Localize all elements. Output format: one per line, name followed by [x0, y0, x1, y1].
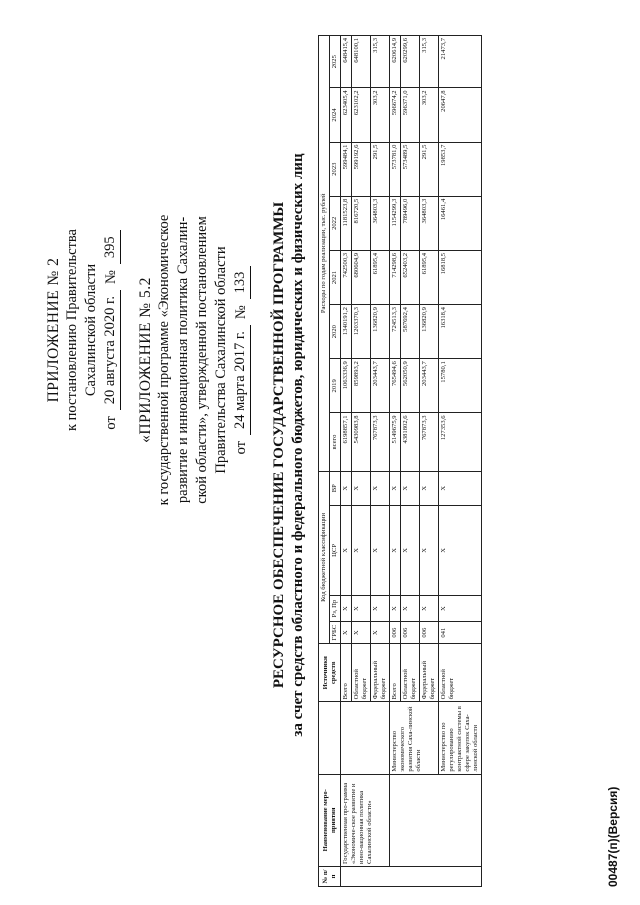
cell-2023: 291,5	[420, 142, 439, 196]
cell-2020: 1340191,2	[341, 305, 352, 359]
cell-kbk-vr: Х	[401, 471, 420, 505]
cell-kbk-csr: Х	[420, 505, 439, 595]
cell-2019: 15780,1	[439, 359, 482, 413]
cell-2022: 1181523,8	[341, 196, 352, 250]
header-year-2020: 2020	[330, 305, 341, 359]
cell-2024: 20647,8	[439, 88, 482, 142]
annex-line-2: развитие и инновационная политика Сахалин-	[175, 216, 191, 504]
cell-2021: 714298,6	[390, 250, 401, 304]
cell-kbk-grbs: Х	[352, 622, 371, 644]
header-year-2025: 2025	[330, 36, 341, 88]
document-title	[270, 125, 308, 765]
header-kbk-rzpr: Рз, Пр	[330, 596, 341, 622]
cell-source: Всего	[341, 644, 352, 702]
table-body	[341, 36, 482, 887]
cell-2022: 1154299,3	[390, 196, 401, 250]
header-kbk-csr: ЦСР	[330, 505, 341, 595]
header-year-2022: 2022	[330, 196, 341, 250]
cell-2020: 136820,9	[371, 305, 390, 359]
cell-source: Федеральный бюджет	[420, 644, 439, 702]
approval-date-line	[101, 150, 121, 510]
cell-2021: 652403,2	[401, 250, 420, 304]
header-year-2023: 2023	[330, 142, 341, 196]
approval-block	[44, 150, 121, 510]
header-year-2024: 2024	[330, 88, 341, 142]
cell-kbk-vr: Х	[352, 471, 371, 505]
cell-kbk-grbs: Х	[341, 622, 352, 644]
table-header	[319, 36, 341, 887]
header-kbk-vr: ВР	[330, 471, 341, 505]
cell-2025: 21473,7	[439, 36, 482, 88]
cell-kbk-rzpr: Х	[420, 596, 439, 622]
cell-2020: 724513,3	[390, 305, 401, 359]
approval-line-2: Сахалинской области	[83, 263, 99, 397]
annex-number-label: №	[233, 305, 249, 320]
annex-date: 24 марта 2017 г.	[231, 325, 251, 435]
cell-2025: 620299,6	[401, 36, 420, 88]
cell-total: 5430983,8	[352, 413, 371, 471]
header-expenses-group: Расходы по годам реализации, тыс. рублей	[319, 36, 330, 472]
cell-kbk-grbs: 006	[390, 622, 401, 644]
cell-2022: 816720,5	[352, 196, 371, 250]
header-num: № п/п	[319, 866, 341, 886]
cell-2020: 136820,9	[420, 305, 439, 359]
cell-total: 767873,3	[371, 413, 390, 471]
header-year-2021: 2021	[330, 250, 341, 304]
cell-2025: 620614,9	[390, 36, 401, 88]
cell-kbk-csr: Х	[439, 505, 482, 595]
table-row	[439, 36, 482, 887]
cell-kbk-grbs: 006	[420, 622, 439, 644]
approval-from-label: от	[103, 416, 119, 430]
cell-source: Областной бюджет	[352, 644, 371, 702]
cell-2022: 364803,3	[371, 196, 390, 250]
cell-kbk-vr: Х	[439, 471, 482, 505]
cell-kbk-grbs: Х	[371, 622, 390, 644]
cell-executor: Министерство экономического развития Саха-линской области	[390, 702, 439, 774]
approval-number: 395	[101, 230, 121, 264]
cell-executor	[341, 702, 390, 774]
cell-total: 5149675,9	[390, 413, 401, 471]
header-executor	[319, 702, 341, 774]
cell-2020: 1203370,3	[352, 305, 371, 359]
resource-table-container	[318, 35, 482, 887]
cell-2021: 61895,4	[420, 250, 439, 304]
resource-table	[318, 35, 482, 887]
cell-total: 767873,3	[420, 413, 439, 471]
cell-2019: 859893,2	[352, 359, 371, 413]
table-row	[390, 36, 401, 887]
cell-2024: 303,2	[371, 88, 390, 142]
cell-2024: 623102,2	[352, 88, 371, 142]
annex-number: 133	[231, 266, 251, 300]
cell-2025: 315,3	[420, 36, 439, 88]
cell-kbk-csr: Х	[401, 505, 420, 595]
approval-number-label: №	[103, 270, 119, 284]
cell-2022: 789496,0	[401, 196, 420, 250]
cell-2022: 364803,3	[420, 196, 439, 250]
approval-date: 20 августа 2020 г.	[101, 290, 121, 410]
cell-kbk-grbs: 006	[401, 622, 420, 644]
cell-2023: 599192,6	[352, 142, 371, 196]
cell-2021: 742500,3	[341, 250, 352, 304]
cell-kbk-grbs: 041	[439, 622, 482, 644]
cell-program-name	[390, 774, 482, 866]
cell-kbk-rzpr: Х	[371, 596, 390, 622]
cell-2025: 315,3	[371, 36, 390, 88]
annex-date-line	[231, 145, 251, 575]
cell-source: Всего	[390, 644, 401, 702]
cell-2019: 1063336,9	[341, 359, 352, 413]
cell-total: 6198857,1	[341, 413, 352, 471]
cell-2023: 19853,7	[439, 142, 482, 196]
cell-source: Областной бюджет	[439, 644, 482, 702]
annex-line-4: Правительства Сахалинской области	[213, 246, 229, 474]
cell-2019: 203443,7	[420, 359, 439, 413]
cell-source: Областной бюджет	[401, 644, 420, 702]
approval-line-1: к постановлению Правительства	[64, 229, 80, 431]
cell-kbk-rzpr: Х	[352, 596, 371, 622]
header-kbk-grbs: ГРБС	[330, 622, 341, 644]
header-name: Наименование меро-приятия	[319, 774, 341, 866]
cell-2023: 599484,1	[341, 142, 352, 196]
cell-2025: 648100,1	[352, 36, 371, 88]
cell-2019: 203443,7	[371, 359, 390, 413]
title-line-2: за счет средств областного и федерального бюджетов, юридических и физических лиц	[290, 153, 306, 737]
cell-kbk-vr: Х	[341, 471, 352, 505]
cell-kbk-rzpr: Х	[390, 596, 401, 622]
header-year-2019: 2019	[330, 359, 341, 413]
header-kbk-group: Код бюджетной классификации	[319, 471, 330, 644]
cell-kbk-vr: Х	[371, 471, 390, 505]
cell-program-name: Государственная про-грамма «Экономиче-ское развитие и инно-вационная политика Сахалинской области»	[341, 774, 390, 866]
cell-2025: 648415,4	[341, 36, 352, 88]
cell-kbk-csr: Х	[371, 505, 390, 595]
cell-2024: 596674,2	[390, 88, 401, 142]
approval-heading: ПРИЛОЖЕНИЕ № 2	[45, 257, 62, 403]
cell-2024: 303,2	[420, 88, 439, 142]
cell-kbk-rzpr: Х	[401, 596, 420, 622]
cell-executor: Министерство по регулированию контрактной системы в сфере закупок Саха-линской области	[439, 702, 482, 774]
cell-2020: 587692,4	[401, 305, 420, 359]
annex-heading: «ПРИЛОЖЕНИЕ № 5.2	[137, 277, 154, 443]
cell-2023: 291,5	[371, 142, 390, 196]
cell-kbk-csr: Х	[390, 505, 401, 595]
cell-kbk-rzpr: Х	[341, 596, 352, 622]
cell-2021: 16818,5	[439, 250, 482, 304]
cell-kbk-vr: Х	[420, 471, 439, 505]
annex-from-label: от	[233, 441, 249, 455]
cell-kbk-csr: Х	[341, 505, 352, 595]
cell-total: 4381802,6	[401, 413, 420, 471]
cell-2019: 562050,9	[401, 359, 420, 413]
cell-2020: 16318,4	[439, 305, 482, 359]
cell-num	[341, 866, 482, 886]
title-line-1: РЕСУРСНОЕ ОБЕСПЕЧЕНИЕ ГОСУДАРСТВЕННОЙ ПРОГРАММЫ	[271, 201, 287, 689]
cell-kbk-rzpr: Х	[439, 596, 482, 622]
cell-2024: 623405,4	[341, 88, 352, 142]
annex-line-3: ской области», утвержденной постановлением	[194, 216, 210, 504]
header-source: Источники средств	[319, 644, 341, 702]
cell-2021: 61895,4	[371, 250, 390, 304]
table-row	[341, 36, 352, 887]
cell-2023: 573781,0	[390, 142, 401, 196]
document-version-code: 00487(п)(Версия)	[606, 786, 620, 887]
cell-2021: 680604,9	[352, 250, 371, 304]
cell-kbk-csr: Х	[352, 505, 371, 595]
cell-2019: 765494,6	[390, 359, 401, 413]
annex-line-1: к государственной программе «Экономическое	[156, 214, 172, 506]
cell-2022: 16461,4	[439, 196, 482, 250]
cell-total: 127353,6	[439, 413, 482, 471]
cell-2024: 596371,0	[401, 88, 420, 142]
header-year-total: всего	[330, 413, 341, 471]
annex-block	[136, 145, 251, 575]
cell-kbk-vr: Х	[390, 471, 401, 505]
cell-2023: 573489,5	[401, 142, 420, 196]
cell-source: Федеральный бюджет	[371, 644, 390, 702]
